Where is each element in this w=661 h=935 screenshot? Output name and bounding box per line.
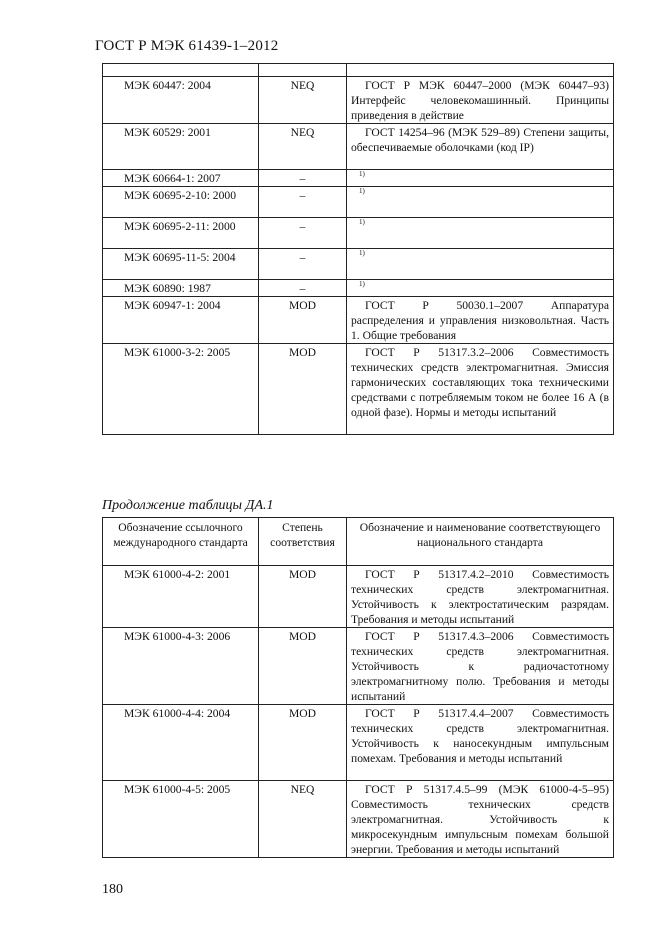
degree-cell: – [259, 218, 347, 249]
national-standard-cell: ГОСТ 14254–96 (МЭК 529–89) Степени защиты, обеспечиваемые оболочками (код IP) [347, 124, 614, 170]
table-row [103, 705, 614, 781]
national-standard-cell: ГОСТ Р 51317.4.4–2007 Совместимость технических средств электромагнитная. Устойчивость к наносекундным импульсным помехам. Требования и методы испытаний [347, 705, 614, 781]
table-row [103, 566, 614, 628]
standard-code-cell: МЭК 60695-2-11: 2000 [103, 218, 259, 249]
footnote-marker: 1) [347, 217, 614, 248]
standard-code-cell: МЭК 60947-1: 2004 [103, 297, 259, 344]
degree-cell: NEQ [259, 781, 347, 858]
reference-table-continued [102, 517, 614, 858]
table-row [103, 249, 614, 280]
page-number: 180 [102, 882, 123, 897]
degree-cell: MOD [259, 566, 347, 628]
degree-cell: – [259, 170, 347, 187]
standard-code-cell: МЭК 60695-2-10: 2000 [103, 187, 259, 218]
table-row [103, 170, 614, 187]
national-standard-cell: ГОСТ Р 51317.4.5–99 (МЭК 61000-4-5–95) Совместимость технических средств электромагнитная. Устойчивость к микросекундным импульсным помехам большой энергии. Требования и методы испытаний [347, 781, 614, 858]
degree-cell: MOD [259, 628, 347, 705]
table-row [103, 297, 614, 344]
document-header: ГОСТ Р МЭК 61439-1–2012 [95, 38, 279, 54]
table-row [103, 344, 614, 435]
standard-code-cell: МЭК 61000-4-5: 2005 [103, 781, 259, 858]
table-row [103, 218, 614, 249]
reference-table-top [102, 63, 614, 435]
standard-code-cell: МЭК 61000-3-2: 2005 [103, 344, 259, 435]
table-row [103, 781, 614, 858]
degree-cell: MOD [259, 297, 347, 344]
degree-cell: MOD [259, 705, 347, 781]
table-caption: Продолжение таблицы ДА.1 [102, 498, 274, 513]
national-standard-cell: ГОСТ Р МЭК 60447–2000 (МЭК 60447–93) Интерфейс человекомашинный. Принципы приведения в действие [347, 77, 614, 124]
column-header-international-standard: Обозначение ссылочного международного стандарта [103, 518, 259, 566]
column-header-national-standard: Обозначение и наименование соответствующего национального стандарта [347, 518, 614, 566]
degree-cell: – [259, 187, 347, 218]
footnote-marker: 1) [347, 186, 614, 217]
standard-code-cell: МЭК 61000-4-2: 2001 [103, 566, 259, 628]
standard-code-cell: МЭК 60447: 2004 [103, 77, 259, 124]
degree-cell: MOD [259, 344, 347, 435]
table-header-row [103, 518, 614, 566]
table-row [103, 628, 614, 705]
table-row [103, 187, 614, 218]
national-standard-cell: ГОСТ Р 51317.4.2–2010 Совместимость технических средств электромагнитная. Устойчивость к электростатическим разрядам. Требования и методы испытаний [347, 566, 614, 628]
table-row [103, 280, 614, 297]
degree-cell: NEQ [259, 124, 347, 170]
column-header-degree: Степень соответствия [259, 518, 347, 566]
standard-code-cell: МЭК 60529: 2001 [103, 124, 259, 170]
standard-code-cell: МЭК 60695-11-5: 2004 [103, 249, 259, 280]
footnote-marker: 1) [347, 169, 614, 186]
national-standard-cell: ГОСТ Р 51317.3.2–2006 Совместимость технических средств электромагнитная. Эмиссия гармонических составляющих тока техническими средствами с потребляемым током не более 16 А (в одной фазе). Нормы и методы испытаний [347, 344, 614, 435]
standard-code-cell: МЭК 61000-4-3: 2006 [103, 628, 259, 705]
footnote-marker: 1) [347, 279, 614, 296]
standard-code-cell: МЭК 61000-4-4: 2004 [103, 705, 259, 781]
degree-cell: – [259, 249, 347, 280]
table-row [103, 77, 614, 124]
standard-code-cell: МЭК 60890: 1987 [103, 280, 259, 297]
footnote-marker: 1) [347, 248, 614, 279]
table-row [103, 124, 614, 170]
degree-cell: NEQ [259, 77, 347, 124]
standard-code-cell: МЭК 60664-1: 2007 [103, 170, 259, 187]
table-stub-row [103, 64, 614, 77]
national-standard-cell: ГОСТ Р 51317.4.3–2006 Совместимость технических средств электромагнитная. Устойчивость к радиочастотному электромагнитному полю. Требования и методы испытаний [347, 628, 614, 705]
degree-cell: – [259, 280, 347, 297]
national-standard-cell: ГОСТ Р 50030.1–2007 Аппаратура распределения и управления низковольтная. Часть 1. Общие требования [347, 297, 614, 344]
